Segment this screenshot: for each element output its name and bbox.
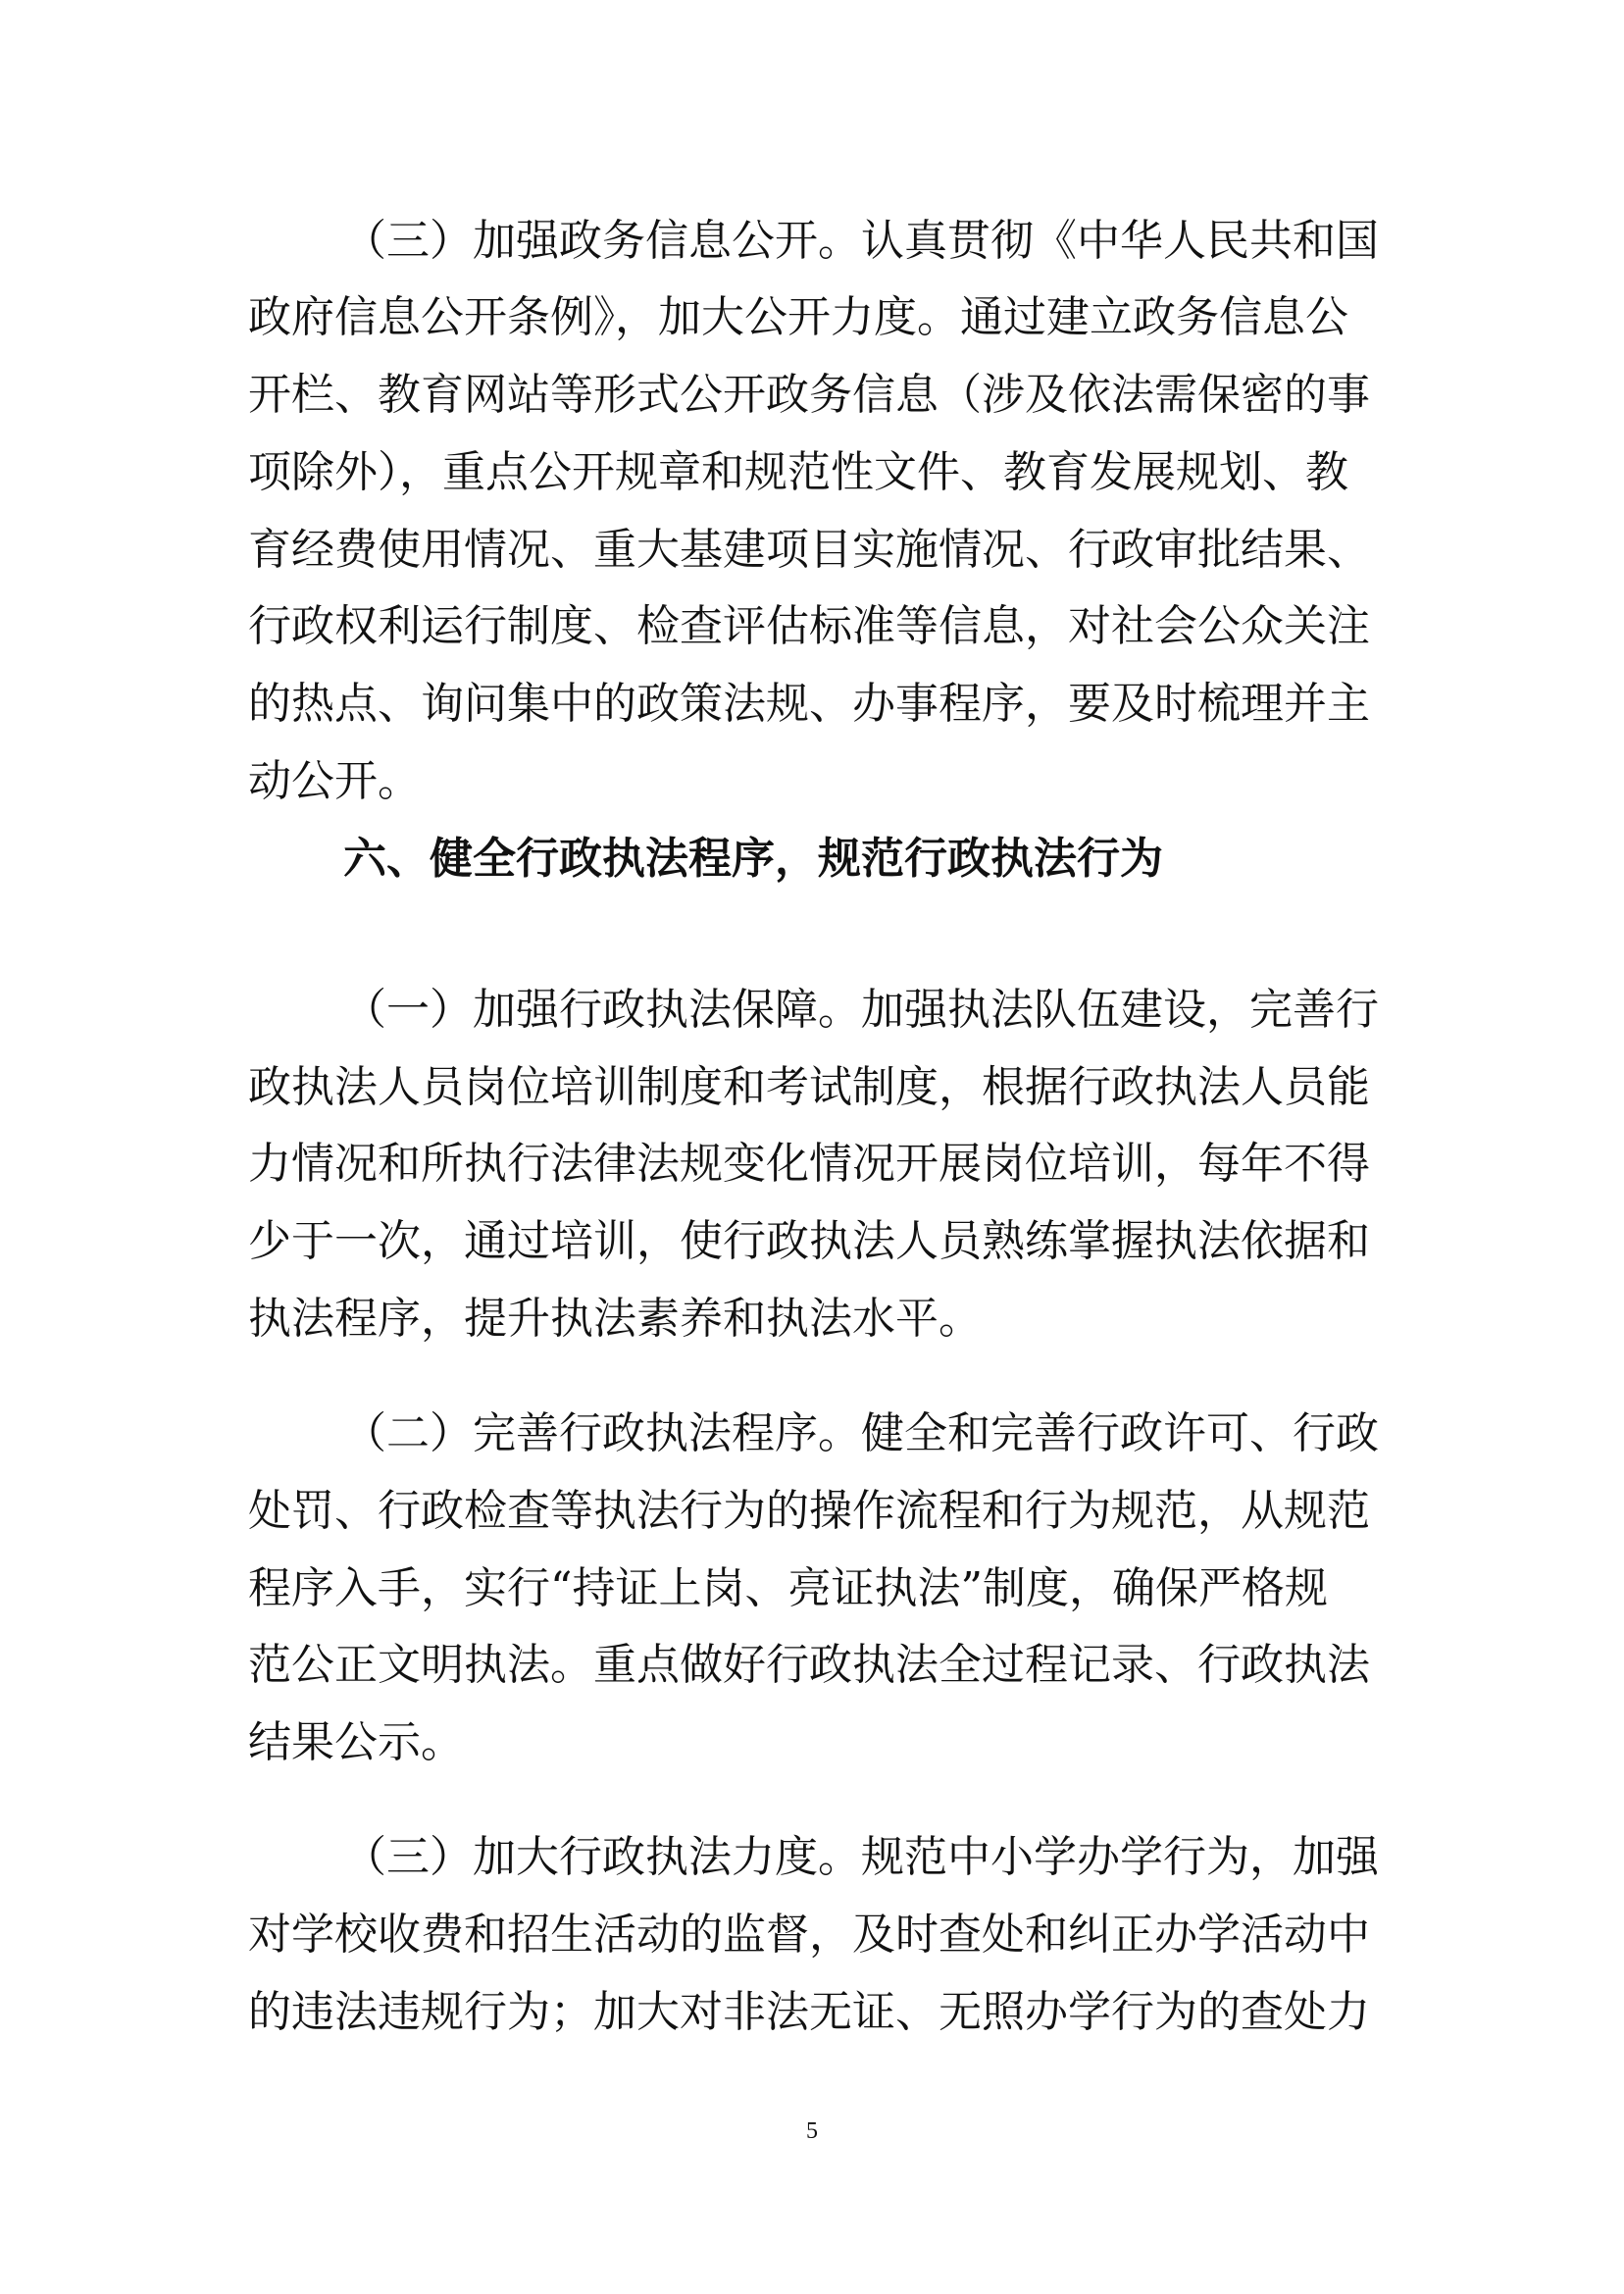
text-line: 程序入手，实行“持证上岗、亮证执法”制度，确保严格规	[248, 1563, 1328, 1613]
text-line: 项除外），重点公开规章和规范性文件、教育发展规划、教	[248, 447, 1348, 497]
text-line: 范公正文明执法。重点做好行政执法全过程记录、行政执法	[248, 1640, 1370, 1690]
text-line: 少于一次，通过培训，使行政执法人员熟练掌握执法依据和	[248, 1216, 1370, 1266]
text-line: 处罚、行政检查等执法行为的操作流程和行为规范，从规范	[248, 1486, 1370, 1536]
text-line: 的违法违规行为；加大对非法无证、无照办学行为的查处力	[248, 1987, 1370, 2037]
text-line: 育经费使用情况、重大基建项目实施情况、行政审批结果、	[248, 525, 1370, 575]
text-line: 力情况和所执行法律法规变化情况开展岗位培训，每年不得	[248, 1139, 1370, 1189]
text-line: （二）完善行政执法程序。健全和完善行政许可、行政	[343, 1408, 1379, 1458]
text-line: 政府信息公开条例》，加大公开力度。通过建立政务信息公	[248, 292, 1348, 342]
text-line: 政执法人员岗位培训制度和考试制度，根据行政执法人员能	[248, 1062, 1370, 1112]
text-line: 动公开。	[248, 756, 421, 806]
text-line: 行政权利运行制度、检查评估标准等信息，对社会公众关注	[248, 601, 1370, 651]
text-line: 的热点、询问集中的政策法规、办事程序，要及时梳理并主	[248, 679, 1370, 729]
text-line: 结果公示。	[248, 1717, 464, 1767]
text-line: 开栏、教育网站等形式公开政务信息（涉及依法需保密的事	[248, 370, 1370, 420]
text-line: （一）加强行政执法保障。加强执法队伍建设，完善行	[343, 985, 1379, 1035]
text-line: （三）加大行政执法力度。规范中小学办学行为，加强	[343, 1832, 1379, 1882]
text-line: 对学校收费和招生活动的监督，及时查处和纠正办学活动中	[248, 1910, 1370, 1960]
text-line: （三）加强政务信息公开。认真贯彻《中华人民共和国	[343, 216, 1379, 266]
section-heading: 六、健全行政执法程序，规范行政执法行为	[343, 834, 1163, 884]
text-line: 执法程序，提升执法素养和执法水平。	[248, 1294, 982, 1344]
page-number: 5	[806, 2118, 818, 2144]
